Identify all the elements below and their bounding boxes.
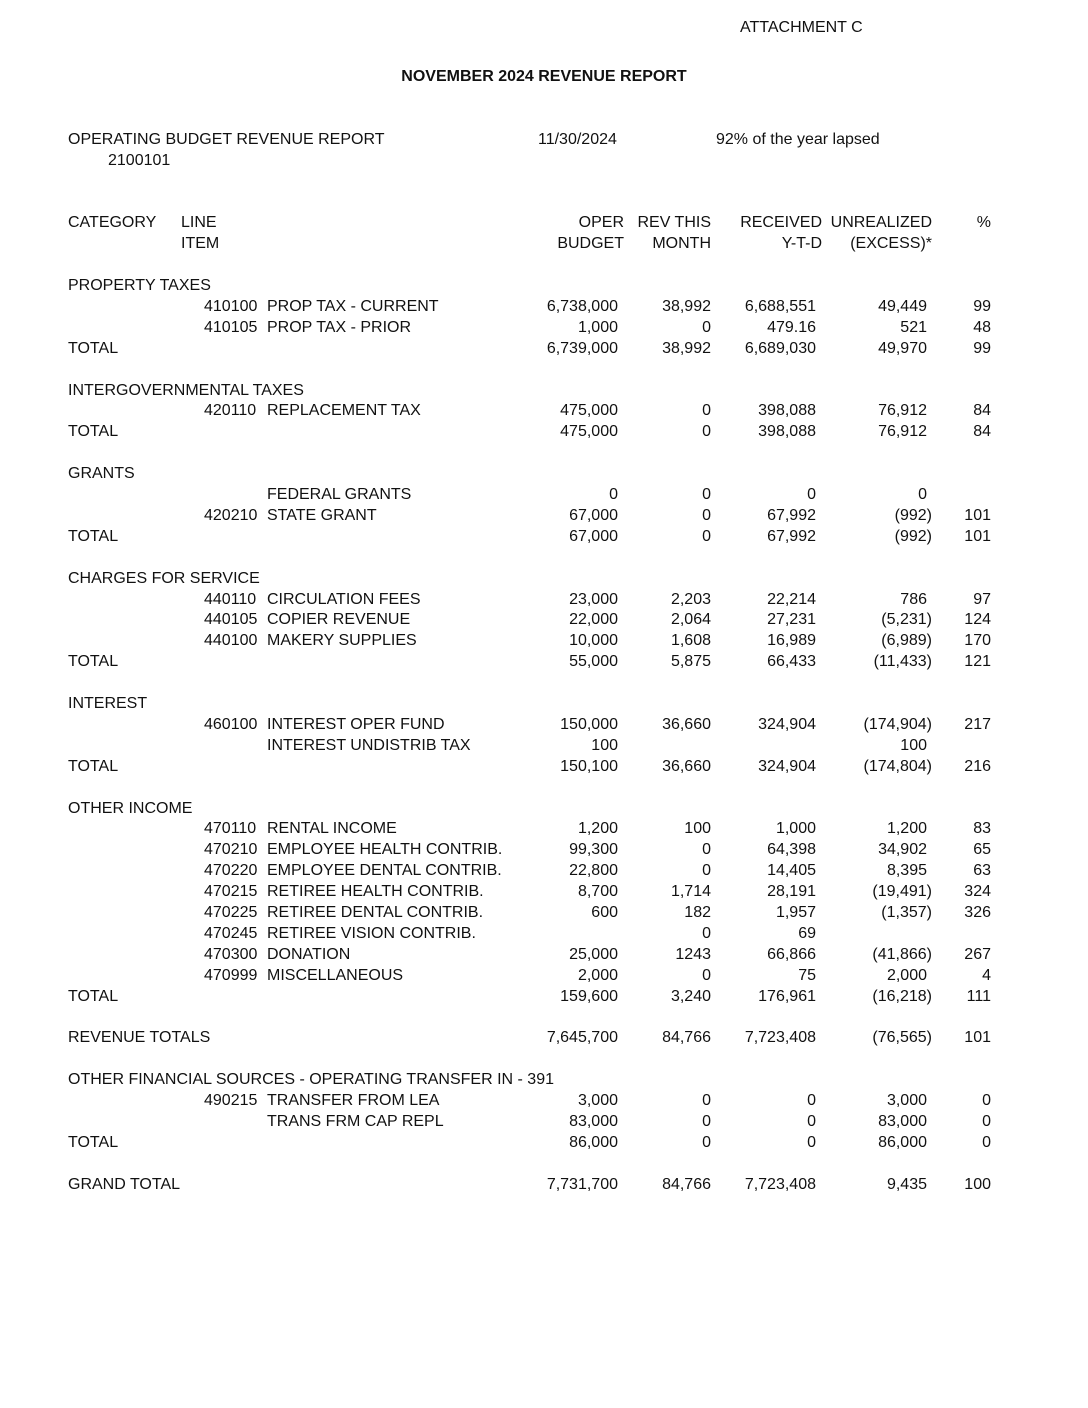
line-item-code: 470110 xyxy=(204,820,257,837)
line-item-description: TRANS FRM CAP REPL xyxy=(267,1113,444,1130)
budget-value: 22,800 xyxy=(569,862,618,879)
rev-this-month-value: 0 xyxy=(702,402,711,419)
percent-value: 84 xyxy=(973,402,991,419)
rev-this-month-value: 0 xyxy=(702,925,711,942)
received-ytd-value: 6,689,030 xyxy=(744,340,816,357)
received-ytd-value: 324,904 xyxy=(758,758,816,775)
unrealized-value: 100 xyxy=(900,737,927,754)
unrealized-value: 83,000 xyxy=(878,1113,927,1130)
rev-this-month-value: 0 xyxy=(702,1134,711,1151)
unrealized-value: (41,866) xyxy=(872,946,932,963)
budget-value: 475,000 xyxy=(560,423,618,440)
total-label: TOTAL xyxy=(68,1134,119,1151)
percent-value: 0 xyxy=(982,1113,991,1130)
line-item-description: PROP TAX - CURRENT xyxy=(267,298,439,315)
header-pct: % xyxy=(976,214,991,231)
rev-this-month-value: 0 xyxy=(702,1113,711,1130)
line-item-description: REPLACEMENT TAX xyxy=(267,402,421,419)
rev-this-month-value: 1,608 xyxy=(670,632,711,649)
received-ytd-value: 6,688,551 xyxy=(744,298,816,315)
received-ytd-value: 22,214 xyxy=(767,591,816,608)
rev-this-month-value: 38,992 xyxy=(662,340,711,357)
received-ytd-value: 398,088 xyxy=(758,423,816,440)
rev-this-month-value: 100 xyxy=(684,820,711,837)
line-item-description: EMPLOYEE HEALTH CONTRIB. xyxy=(267,841,503,858)
budget-value: 159,600 xyxy=(560,988,618,1005)
unrealized-value: 34,902 xyxy=(878,841,927,858)
percent-value: 100 xyxy=(964,1176,991,1193)
rev-this-month-value: 84,766 xyxy=(662,1029,711,1046)
rev-this-month-value: 5,875 xyxy=(670,653,711,670)
rev-this-month-value: 3,240 xyxy=(670,988,711,1005)
rev-this-month-value: 0 xyxy=(702,862,711,879)
rev-this-month-value: 0 xyxy=(702,486,711,503)
budget-value: 55,000 xyxy=(569,653,618,670)
header-rev-this: REV THIS xyxy=(637,214,711,231)
unrealized-value: 521 xyxy=(900,319,927,336)
line-item-code: 420210 xyxy=(204,507,258,524)
percent-value: 65 xyxy=(973,841,991,858)
received-ytd-value: 67,992 xyxy=(767,528,816,545)
line-item-description: RETIREE DENTAL CONTRIB. xyxy=(267,904,484,921)
rev-this-month-value: 0 xyxy=(702,841,711,858)
unrealized-value: 9,435 xyxy=(886,1176,927,1193)
unrealized-value: 8,395 xyxy=(886,862,927,879)
line-item-code: 470245 xyxy=(204,925,258,942)
line-item-description: RENTAL INCOME xyxy=(267,820,397,837)
line-item-description: MAKERY SUPPLIES xyxy=(267,632,417,649)
unrealized-value: (76,565) xyxy=(872,1029,932,1046)
budget-value: 23,000 xyxy=(569,591,618,608)
received-ytd-value: 176,961 xyxy=(758,988,816,1005)
unrealized-value: 3,000 xyxy=(886,1092,927,1109)
received-ytd-value: 0 xyxy=(807,486,816,503)
percent-value: 99 xyxy=(973,340,991,357)
rev-this-month-value: 0 xyxy=(702,423,711,440)
line-item-code: 410100 xyxy=(204,298,258,315)
budget-value: 100 xyxy=(591,737,618,754)
percent-value: 63 xyxy=(973,862,991,879)
percent-value: 48 xyxy=(973,319,991,336)
category-heading: OTHER FINANCIAL SOURCES - OPERATING TRANSFER IN - 391 xyxy=(68,1071,554,1088)
percent-value: 267 xyxy=(964,946,991,963)
unrealized-value: 1,200 xyxy=(886,820,927,837)
line-item-code: 460100 xyxy=(204,716,258,733)
budget-value: 25,000 xyxy=(569,946,618,963)
line-item-description: TRANSFER FROM LEA xyxy=(267,1092,440,1109)
total-label: TOTAL xyxy=(68,423,119,440)
line-item-description: EMPLOYEE DENTAL CONTRIB. xyxy=(267,862,502,879)
received-ytd-value: 66,866 xyxy=(767,946,816,963)
header-ytd: Y-T-D xyxy=(781,235,822,252)
budget-value: 600 xyxy=(591,904,618,921)
budget-value: 1,200 xyxy=(577,820,618,837)
line-item-code: 440105 xyxy=(204,611,258,628)
budget-value: 6,738,000 xyxy=(546,298,618,315)
unrealized-value: (16,218) xyxy=(872,988,932,1005)
received-ytd-value: 66,433 xyxy=(767,653,816,670)
line-item-description: INTEREST OPER FUND xyxy=(267,716,445,733)
unrealized-value: (992) xyxy=(894,528,932,545)
unrealized-value: (11,433) xyxy=(873,653,932,670)
percent-value: 326 xyxy=(964,904,991,921)
rev-this-month-value: 2,203 xyxy=(670,591,711,608)
budget-value: 10,000 xyxy=(569,632,618,649)
header-item: ITEM xyxy=(181,235,220,252)
line-item-code: 470220 xyxy=(204,862,258,879)
rev-this-month-value: 1,714 xyxy=(670,883,711,900)
received-ytd-value: 0 xyxy=(807,1134,816,1151)
total-label: TOTAL xyxy=(68,340,119,357)
budget-value: 6,739,000 xyxy=(546,340,618,357)
received-ytd-value: 1,957 xyxy=(775,904,816,921)
line-item-code: 490215 xyxy=(204,1092,258,1109)
percent-value: 0 xyxy=(982,1092,991,1109)
category-heading: GRANTS xyxy=(68,465,135,482)
category-heading: INTEREST xyxy=(68,695,148,712)
header-received: RECEIVED xyxy=(740,214,822,231)
unrealized-value: (5,231) xyxy=(881,611,932,628)
received-ytd-value: 67,992 xyxy=(767,507,816,524)
budget-value: 2,000 xyxy=(577,967,618,984)
percent-value: 216 xyxy=(964,758,991,775)
unrealized-value: (992) xyxy=(894,507,932,524)
unrealized-value: (174,904) xyxy=(863,716,932,733)
percent-value: 84 xyxy=(973,423,991,440)
unrealized-value: 49,970 xyxy=(878,340,927,357)
budget-value: 67,000 xyxy=(569,528,618,545)
line-item-description: MISCELLANEOUS xyxy=(267,967,404,984)
received-ytd-value: 479.16 xyxy=(767,319,816,336)
received-ytd-value: 324,904 xyxy=(758,716,816,733)
total-label: TOTAL xyxy=(68,758,119,775)
unrealized-value: 76,912 xyxy=(878,423,927,440)
received-ytd-value: 1,000 xyxy=(775,820,816,837)
percent-value: 97 xyxy=(973,591,991,608)
received-ytd-value: 14,405 xyxy=(767,862,816,879)
line-item-description: RETIREE HEALTH CONTRIB. xyxy=(267,883,484,900)
year-lapsed: 92% of the year lapsed xyxy=(716,131,880,148)
line-item-description: INTEREST UNDISTRIB TAX xyxy=(267,737,471,754)
total-label: TOTAL xyxy=(68,528,119,545)
header-oper: OPER xyxy=(578,214,624,231)
percent-value: 170 xyxy=(964,632,991,649)
category-heading: CHARGES FOR SERVICE xyxy=(68,570,260,587)
unrealized-value: 86,000 xyxy=(878,1134,927,1151)
fund-code: 2100101 xyxy=(108,152,171,169)
unrealized-value: 49,449 xyxy=(878,298,927,315)
line-item-description: PROP TAX - PRIOR xyxy=(267,319,412,336)
rev-this-month-value: 36,660 xyxy=(662,716,711,733)
line-item-code: 470225 xyxy=(204,904,258,921)
percent-value: 124 xyxy=(964,611,991,628)
rev-this-month-value: 182 xyxy=(684,904,711,921)
budget-value: 150,100 xyxy=(560,758,618,775)
report-title: NOVEMBER 2024 REVENUE REPORT xyxy=(401,68,687,85)
line-item-description: FEDERAL GRANTS xyxy=(267,486,412,503)
budget-value: 475,000 xyxy=(560,402,618,419)
percent-value: 0 xyxy=(982,1134,991,1151)
unrealized-value: 2,000 xyxy=(886,967,927,984)
rev-this-month-value: 0 xyxy=(702,507,711,524)
received-ytd-value: 69 xyxy=(798,925,816,942)
received-ytd-value: 0 xyxy=(807,1113,816,1130)
rev-this-month-value: 0 xyxy=(702,528,711,545)
header-excess: (EXCESS)* xyxy=(850,235,932,252)
received-ytd-value: 75 xyxy=(798,967,816,984)
total-label: TOTAL xyxy=(68,988,119,1005)
received-ytd-value: 16,989 xyxy=(767,632,816,649)
percent-value: 111 xyxy=(966,988,991,1005)
rev-this-month-value: 1243 xyxy=(675,946,711,963)
rev-this-month-value: 38,992 xyxy=(662,298,711,315)
total-label: REVENUE TOTALS xyxy=(68,1029,211,1046)
received-ytd-value: 0 xyxy=(807,1092,816,1109)
received-ytd-value: 64,398 xyxy=(767,841,816,858)
line-item-description: CIRCULATION FEES xyxy=(267,591,421,608)
attachment-label: ATTACHMENT C xyxy=(740,19,863,36)
received-ytd-value: 27,231 xyxy=(767,611,816,628)
line-item-code: 470210 xyxy=(204,841,258,858)
rev-this-month-value: 36,660 xyxy=(662,758,711,775)
percent-value: 121 xyxy=(964,653,991,670)
report-name: OPERATING BUDGET REVENUE REPORT xyxy=(68,131,385,148)
unrealized-value: (174,804) xyxy=(863,758,932,775)
header-month: MONTH xyxy=(652,235,711,252)
category-heading: INTERGOVERNMENTAL TAXES xyxy=(68,382,304,399)
report-date: 11/30/2024 xyxy=(538,131,617,148)
header-budget: BUDGET xyxy=(557,235,624,252)
unrealized-value: (6,989) xyxy=(881,632,932,649)
header-unrealized: UNREALIZED xyxy=(830,214,932,231)
line-item-description: RETIREE VISION CONTRIB. xyxy=(267,925,476,942)
rev-this-month-value: 0 xyxy=(702,319,711,336)
rev-this-month-value: 0 xyxy=(702,1092,711,1109)
budget-value: 0 xyxy=(609,486,618,503)
line-item-code: 420110 xyxy=(204,402,257,419)
line-item-code: 410105 xyxy=(204,319,258,336)
line-item-description: DONATION xyxy=(267,946,351,963)
line-item-code: 470300 xyxy=(204,946,258,963)
budget-value: 8,700 xyxy=(577,883,618,900)
percent-value: 4 xyxy=(982,967,991,984)
percent-value: 217 xyxy=(964,716,991,733)
budget-value: 1,000 xyxy=(577,319,618,336)
budget-value: 7,645,700 xyxy=(546,1029,618,1046)
line-item-code: 470215 xyxy=(204,883,258,900)
unrealized-value: (1,357) xyxy=(881,904,932,921)
line-item-code: 470999 xyxy=(204,967,258,984)
header-line: LINE xyxy=(181,214,217,231)
line-item-code: 440110 xyxy=(204,591,257,608)
budget-value: 7,731,700 xyxy=(546,1176,618,1193)
budget-value: 86,000 xyxy=(569,1134,618,1151)
percent-value: 83 xyxy=(973,820,991,837)
unrealized-value: 786 xyxy=(900,591,927,608)
total-label: GRAND TOTAL xyxy=(68,1176,181,1193)
percent-value: 101 xyxy=(964,528,991,545)
budget-value: 3,000 xyxy=(577,1092,618,1109)
budget-value: 22,000 xyxy=(569,611,618,628)
header-category: CATEGORY xyxy=(68,214,157,231)
unrealized-value: 0 xyxy=(918,486,927,503)
line-item-description: STATE GRANT xyxy=(267,507,377,524)
category-heading: OTHER INCOME xyxy=(68,800,193,817)
percent-value: 99 xyxy=(973,298,991,315)
budget-value: 99,300 xyxy=(569,841,618,858)
rev-this-month-value: 84,766 xyxy=(662,1176,711,1193)
budget-value: 150,000 xyxy=(560,716,618,733)
category-heading: PROPERTY TAXES xyxy=(68,277,211,294)
received-ytd-value: 28,191 xyxy=(767,883,816,900)
budget-value: 67,000 xyxy=(569,507,618,524)
rev-this-month-value: 0 xyxy=(702,967,711,984)
received-ytd-value: 7,723,408 xyxy=(744,1176,816,1193)
line-item-description: COPIER REVENUE xyxy=(267,611,411,628)
line-item-code: 440100 xyxy=(204,632,258,649)
percent-value: 101 xyxy=(964,507,991,524)
unrealized-value: (19,491) xyxy=(872,883,932,900)
received-ytd-value: 7,723,408 xyxy=(744,1029,816,1046)
percent-value: 324 xyxy=(964,883,991,900)
received-ytd-value: 398,088 xyxy=(758,402,816,419)
percent-value: 101 xyxy=(964,1029,991,1046)
rev-this-month-value: 2,064 xyxy=(670,611,711,628)
unrealized-value: 76,912 xyxy=(878,402,927,419)
budget-value: 83,000 xyxy=(569,1113,618,1130)
total-label: TOTAL xyxy=(68,653,119,670)
